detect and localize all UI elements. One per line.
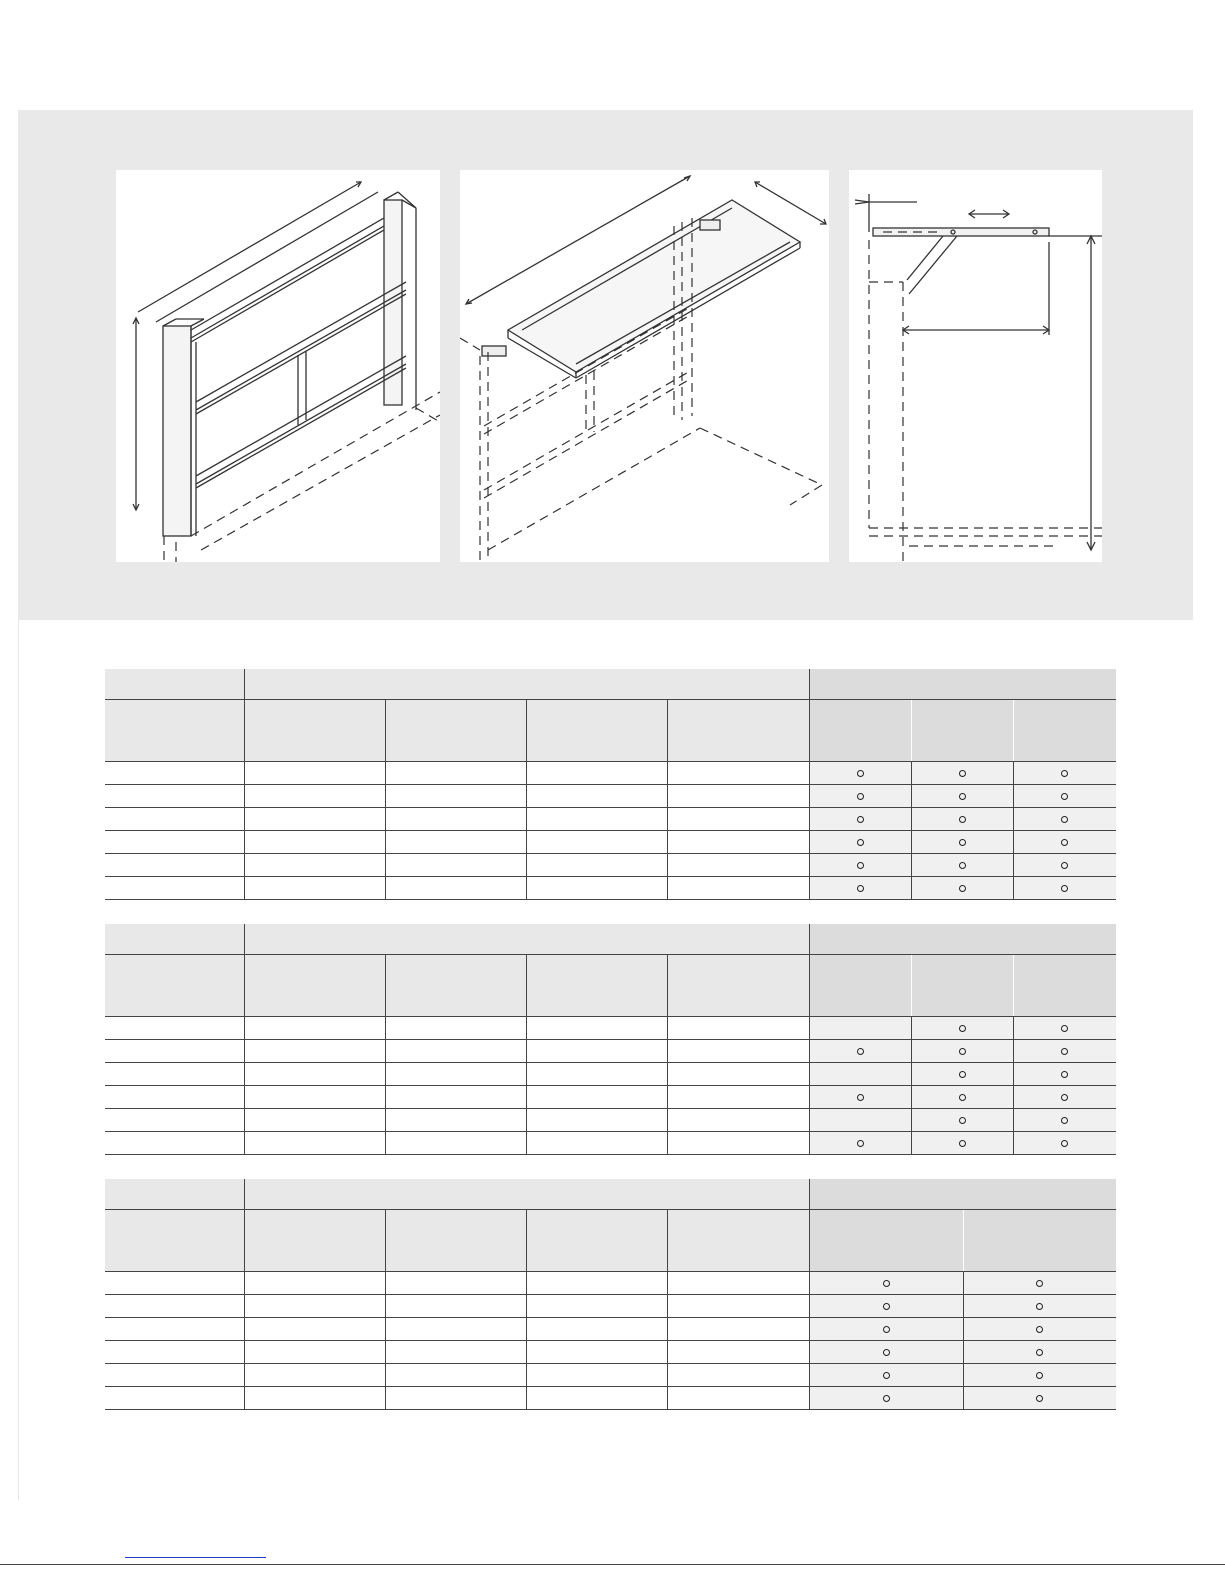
column-header	[105, 700, 244, 762]
available-dot-icon	[883, 1372, 890, 1379]
group-cell	[105, 669, 244, 700]
table-2-column-header	[105, 955, 1116, 1017]
table-cell	[105, 1040, 244, 1063]
table-cell	[667, 1364, 809, 1387]
table-cell	[667, 1040, 809, 1063]
available-dot-icon	[857, 885, 864, 892]
available-dot-icon	[959, 816, 966, 823]
table-cell	[526, 1341, 667, 1364]
table-cell	[667, 1341, 809, 1364]
option-cell	[809, 1017, 911, 1040]
table-cell	[385, 854, 526, 877]
option-cell	[809, 762, 911, 785]
hutch-frame-drawing	[116, 170, 440, 562]
option-cell	[809, 785, 911, 808]
table-cell	[105, 1341, 244, 1364]
table-cell	[244, 877, 385, 900]
available-dot-icon	[1061, 1025, 1068, 1032]
table-cell	[526, 1387, 667, 1410]
option-cell	[1013, 808, 1116, 831]
table-cell	[105, 877, 244, 900]
available-dot-icon	[1036, 1303, 1043, 1310]
table-row	[105, 1063, 1116, 1086]
table-cell	[244, 785, 385, 808]
option-cell	[1013, 762, 1116, 785]
table-cell	[526, 1318, 667, 1341]
table-row	[105, 1109, 1116, 1132]
table-cell	[105, 1132, 244, 1155]
table-cell	[105, 854, 244, 877]
option-cell	[1013, 1086, 1116, 1109]
table-cell	[526, 1040, 667, 1063]
table-cell	[526, 1109, 667, 1132]
option-cell	[1013, 1017, 1116, 1040]
option-cell	[911, 831, 1013, 854]
table-cell	[105, 1063, 244, 1086]
option-cell	[911, 1132, 1013, 1155]
table-cell	[526, 1017, 667, 1040]
group-cell	[105, 1179, 244, 1210]
table-cell	[244, 1341, 385, 1364]
option-cell	[963, 1387, 1116, 1410]
available-dot-icon	[857, 839, 864, 846]
column-header	[105, 1210, 244, 1272]
column-header	[526, 700, 667, 762]
table-cell	[526, 1132, 667, 1155]
available-dot-icon	[1061, 1140, 1068, 1147]
table-3-column-header	[105, 1210, 1116, 1272]
option-cell	[911, 1063, 1013, 1086]
group-cell	[244, 1179, 809, 1210]
table-1-column-header	[105, 700, 1116, 762]
table-cell	[105, 1017, 244, 1040]
table-1-group-header	[105, 669, 1116, 700]
table-cell	[667, 1387, 809, 1410]
table-cell	[105, 831, 244, 854]
option-cell	[963, 1318, 1116, 1341]
table-cell	[526, 785, 667, 808]
table-3-group-header	[105, 1179, 1116, 1210]
table-cell	[385, 1017, 526, 1040]
table-row	[105, 854, 1116, 877]
table-3-body	[105, 1179, 1116, 1410]
group-cell	[105, 924, 244, 955]
available-dot-icon	[857, 862, 864, 869]
table-cell	[667, 808, 809, 831]
table-row	[105, 1040, 1116, 1063]
table-cell	[526, 1295, 667, 1318]
column-header	[526, 1210, 667, 1272]
available-dot-icon	[857, 793, 864, 800]
table-cell	[526, 831, 667, 854]
shelf-frame-isometric-icon	[116, 170, 440, 562]
option-header	[911, 700, 1013, 762]
available-dot-icon	[857, 1140, 864, 1147]
available-dot-icon	[1036, 1280, 1043, 1287]
table-cell	[667, 762, 809, 785]
option-cell	[1013, 1132, 1116, 1155]
table-cell	[244, 1387, 385, 1410]
table-cell	[244, 1364, 385, 1387]
available-dot-icon	[1036, 1372, 1043, 1379]
table-cell	[385, 1341, 526, 1364]
available-dot-icon	[1061, 770, 1068, 777]
option-cell	[911, 762, 1013, 785]
option-cell	[809, 1387, 963, 1410]
table-1	[105, 669, 1116, 900]
table-cell	[244, 1295, 385, 1318]
table-cell	[667, 877, 809, 900]
table-cell	[385, 1040, 526, 1063]
available-dot-icon	[959, 1071, 966, 1078]
available-dot-icon	[959, 1025, 966, 1032]
table-cell	[105, 1318, 244, 1341]
available-dot-icon	[959, 793, 966, 800]
table-1-body	[105, 669, 1116, 900]
table-cell	[385, 1086, 526, 1109]
available-dot-icon	[1061, 1094, 1068, 1101]
option-cell	[911, 785, 1013, 808]
column-header	[667, 1210, 809, 1272]
table-cell	[105, 1364, 244, 1387]
option-header	[911, 955, 1013, 1017]
column-header	[667, 700, 809, 762]
table-row	[105, 1295, 1116, 1318]
available-dot-icon	[1061, 839, 1068, 846]
table-cell	[667, 1109, 809, 1132]
available-dot-icon	[1036, 1326, 1043, 1333]
option-cell	[911, 1109, 1013, 1132]
table-row	[105, 1132, 1116, 1155]
table-row	[105, 808, 1116, 831]
footer-link[interactable]	[125, 1557, 266, 1558]
available-dot-icon	[857, 1048, 864, 1055]
table-cell	[244, 762, 385, 785]
option-cell	[911, 808, 1013, 831]
table-cell	[244, 854, 385, 877]
table-cell	[244, 1132, 385, 1155]
option-header	[1013, 955, 1116, 1017]
option-cell	[809, 808, 911, 831]
available-dot-icon	[959, 1048, 966, 1055]
side-view-dimension-icon	[849, 170, 1102, 562]
table-cell	[385, 785, 526, 808]
table-cell	[667, 831, 809, 854]
table-cell	[667, 1272, 809, 1295]
table-cell	[526, 1272, 667, 1295]
table-cell	[105, 785, 244, 808]
available-dot-icon	[1036, 1349, 1043, 1356]
available-dot-icon	[1061, 793, 1068, 800]
shelf-tray-isometric-icon	[460, 170, 829, 562]
table-cell	[385, 1387, 526, 1410]
table-row	[105, 785, 1116, 808]
option-cell	[1013, 854, 1116, 877]
figure-panel	[18, 110, 1193, 620]
option-cell	[963, 1341, 1116, 1364]
table-cell	[667, 1086, 809, 1109]
table-cell	[105, 762, 244, 785]
available-dot-icon	[1061, 1071, 1068, 1078]
column-header	[244, 1210, 385, 1272]
column-header	[244, 700, 385, 762]
option-cell	[963, 1272, 1116, 1295]
available-dot-icon	[883, 1349, 890, 1356]
option-cell	[1013, 785, 1116, 808]
table-cell	[667, 1063, 809, 1086]
column-header	[385, 1210, 526, 1272]
table-cell	[244, 808, 385, 831]
option-cell	[911, 1040, 1013, 1063]
table-cell	[244, 831, 385, 854]
table-2-body	[105, 924, 1116, 1155]
table-cell	[385, 1364, 526, 1387]
overhead-shelf-drawing	[460, 170, 829, 562]
table-cell	[105, 1086, 244, 1109]
available-dot-icon	[883, 1326, 890, 1333]
table-cell	[385, 1318, 526, 1341]
option-cell	[809, 1272, 963, 1295]
table-cell	[244, 1063, 385, 1086]
option-cell	[1013, 877, 1116, 900]
option-cell	[1013, 831, 1116, 854]
option-cell	[809, 854, 911, 877]
available-dot-icon	[1061, 862, 1068, 869]
available-dot-icon	[1061, 885, 1068, 892]
table-cell	[105, 1272, 244, 1295]
column-header	[385, 700, 526, 762]
table-cell	[244, 1318, 385, 1341]
table-cell	[526, 808, 667, 831]
available-dot-icon	[959, 1094, 966, 1101]
table-cell	[385, 1295, 526, 1318]
option-header	[963, 1210, 1116, 1272]
option-cell	[963, 1364, 1116, 1387]
available-dot-icon	[959, 1140, 966, 1147]
table-cell	[385, 1272, 526, 1295]
column-header	[667, 955, 809, 1017]
column-header	[385, 955, 526, 1017]
option-cell	[809, 1364, 963, 1387]
table-row	[105, 1341, 1116, 1364]
table-row	[105, 762, 1116, 785]
column-header	[244, 955, 385, 1017]
option-cell	[809, 1132, 911, 1155]
option-cell	[911, 854, 1013, 877]
available-dot-icon	[857, 770, 864, 777]
table-cell	[244, 1086, 385, 1109]
option-cell	[1013, 1063, 1116, 1086]
table-cell	[385, 1109, 526, 1132]
table-row	[105, 1387, 1116, 1410]
table-2-group-header	[105, 924, 1116, 955]
table-cell	[105, 1295, 244, 1318]
table-cell	[526, 1063, 667, 1086]
table-row	[105, 1017, 1116, 1040]
group-cell	[244, 924, 809, 955]
table-cell	[244, 1272, 385, 1295]
option-cell	[963, 1295, 1116, 1318]
table-cell	[385, 1063, 526, 1086]
table-cell	[105, 808, 244, 831]
available-dot-icon	[959, 1117, 966, 1124]
side-elevation-drawing	[849, 170, 1102, 562]
option-header	[809, 955, 911, 1017]
table-cell	[244, 1040, 385, 1063]
options-group-cell	[809, 1179, 1116, 1210]
option-cell	[809, 831, 911, 854]
table-cell	[526, 877, 667, 900]
available-dot-icon	[883, 1303, 890, 1310]
table-cell	[385, 831, 526, 854]
table-cell	[667, 1318, 809, 1341]
option-header	[809, 700, 911, 762]
available-dot-icon	[1061, 1048, 1068, 1055]
table-row	[105, 1364, 1116, 1387]
available-dot-icon	[883, 1395, 890, 1402]
footer-rule	[0, 1564, 1225, 1565]
available-dot-icon	[857, 1094, 864, 1101]
table-cell	[526, 1364, 667, 1387]
available-dot-icon	[959, 862, 966, 869]
option-cell	[809, 1295, 963, 1318]
option-cell	[809, 1341, 963, 1364]
available-dot-icon	[857, 816, 864, 823]
table-cell	[526, 1086, 667, 1109]
table-cell	[667, 854, 809, 877]
option-cell	[911, 1086, 1013, 1109]
table-cell	[385, 762, 526, 785]
option-cell	[911, 877, 1013, 900]
available-dot-icon	[1036, 1395, 1043, 1402]
table-cell	[385, 808, 526, 831]
options-group-cell	[809, 924, 1116, 955]
table-cell	[105, 1387, 244, 1410]
table-cell	[667, 785, 809, 808]
option-cell	[809, 1318, 963, 1341]
group-cell	[244, 669, 809, 700]
table-cell	[667, 1295, 809, 1318]
option-cell	[1013, 1109, 1116, 1132]
available-dot-icon	[1061, 1117, 1068, 1124]
table-row	[105, 1318, 1116, 1341]
option-cell	[809, 1109, 911, 1132]
available-dot-icon	[959, 770, 966, 777]
option-cell	[911, 1017, 1013, 1040]
table-cell	[105, 1109, 244, 1132]
option-header	[1013, 700, 1116, 762]
option-cell	[809, 1086, 911, 1109]
column-header	[526, 955, 667, 1017]
table-row	[105, 831, 1116, 854]
column-header	[105, 955, 244, 1017]
options-group-cell	[809, 669, 1116, 700]
table-3	[105, 1179, 1116, 1410]
page-margin-rule	[18, 620, 19, 1500]
table-2	[105, 924, 1116, 1155]
table-cell	[667, 1132, 809, 1155]
option-cell	[1013, 1040, 1116, 1063]
option-header	[809, 1210, 963, 1272]
table-cell	[667, 1017, 809, 1040]
available-dot-icon	[883, 1280, 890, 1287]
table-cell	[526, 854, 667, 877]
table-cell	[526, 762, 667, 785]
table-row	[105, 1272, 1116, 1295]
option-cell	[809, 1040, 911, 1063]
table-row	[105, 877, 1116, 900]
available-dot-icon	[1061, 816, 1068, 823]
option-cell	[809, 877, 911, 900]
table-row	[105, 1086, 1116, 1109]
table-cell	[385, 877, 526, 900]
available-dot-icon	[959, 839, 966, 846]
table-cell	[385, 1132, 526, 1155]
table-cell	[244, 1017, 385, 1040]
table-cell	[244, 1109, 385, 1132]
available-dot-icon	[959, 885, 966, 892]
option-cell	[809, 1063, 911, 1086]
